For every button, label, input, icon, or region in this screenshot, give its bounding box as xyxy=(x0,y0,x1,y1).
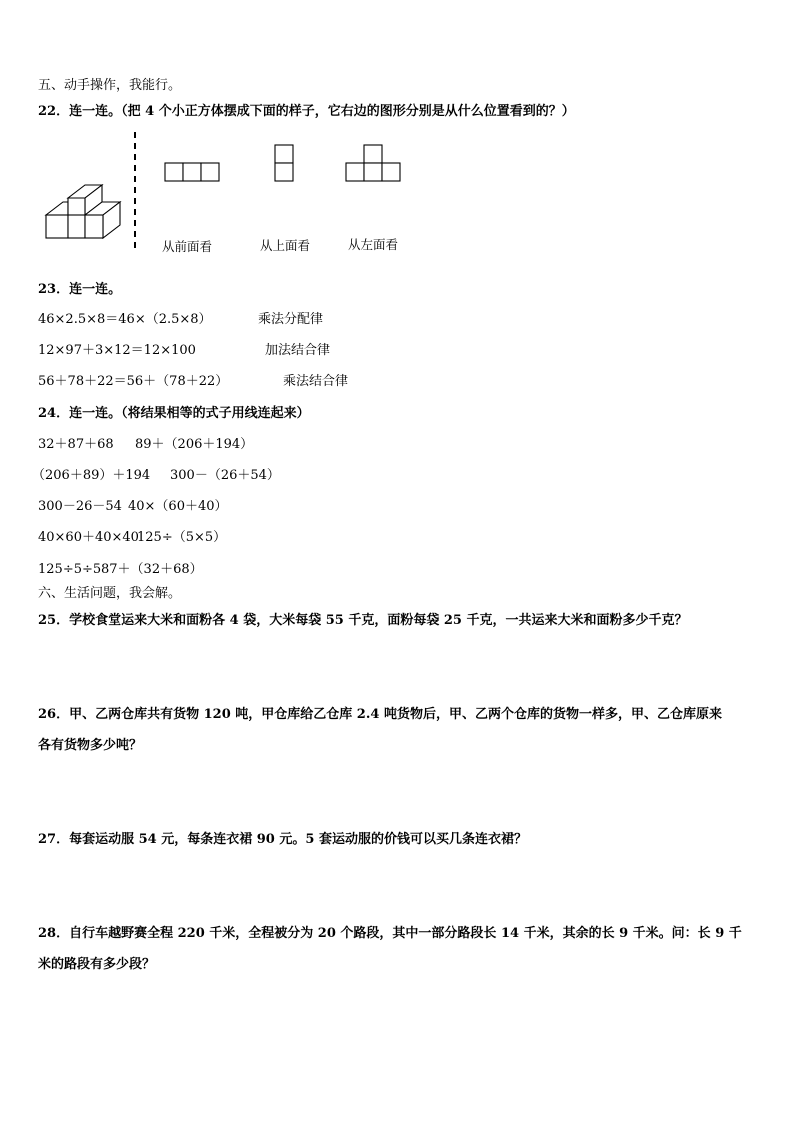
q24-left-expression: 125÷5÷5 xyxy=(38,562,102,577)
question-22-text: 22．连一连。（把 4 个小正方体摆成下面的样子，它右边的图形分别是从什么位置看到的？） xyxy=(38,104,575,119)
view-label-left: 从左面看 xyxy=(348,237,399,252)
cube-stack-drawing xyxy=(46,185,120,238)
q24-right-expression: 89＋（206＋194） xyxy=(135,437,254,452)
question-24-title: 24．连一连。（将结果相等的式子用线连起来） xyxy=(38,406,310,421)
top-view-shape xyxy=(275,145,293,181)
q24-right-expression: 125÷（5×5） xyxy=(137,530,227,545)
q23-expression: 46×2.5×8＝46×（2.5×8） xyxy=(38,312,212,327)
view-label-top: 从上面看 xyxy=(260,238,311,253)
q23-law: 乘法结合律 xyxy=(283,374,349,389)
q23-expression: 56＋78＋22＝56＋（78＋22） xyxy=(38,374,229,389)
view-label-front: 从前面看 xyxy=(162,239,213,254)
front-view-shape xyxy=(165,163,219,181)
q24-left-expression: （206＋89）＋194 xyxy=(32,468,151,483)
q24-left-expression: 40×60＋40×40 xyxy=(38,530,139,545)
question-23-title: 23．连一连。 xyxy=(38,282,122,297)
q24-right-expression: 300－（26＋54） xyxy=(170,468,280,483)
q23-law: 乘法分配律 xyxy=(258,312,324,327)
q23-law: 加法结合律 xyxy=(265,343,331,358)
question-27-text: 27．每套运动服 54 元，每条连衣裙 90 元。5 套运动服的价钱可以买几条连衣裙？ xyxy=(38,832,527,847)
q24-right-expression: 40×（60＋40） xyxy=(128,499,228,514)
left-view-shape xyxy=(346,145,400,181)
question-28-line-2: 米的路段有多少段？ xyxy=(38,957,156,972)
section-5-heading: 五、动手操作，我能行。 xyxy=(38,78,182,93)
q24-right-expression: 87＋（32＋68） xyxy=(101,562,203,577)
question-25-text: 25．学校食堂运来大米和面粉各 4 袋，大米每袋 55 千克，面粉每袋 25 千克，一共运来大米和面粉多少千克？ xyxy=(38,613,688,628)
q24-left-expression: 300－26－54 xyxy=(38,499,122,514)
question-26-line-1: 26．甲、乙两仓库共有货物 120 吨，甲仓库给乙仓库 2.4 吨货物后，甲、乙两个仓库的货物一样多，甲、乙仓库原来 xyxy=(38,707,722,722)
q23-expression: 12×97＋3×12＝12×100 xyxy=(38,343,196,358)
section-6-heading: 六、生活问题，我会解。 xyxy=(38,586,182,601)
q24-left-expression: 32＋87＋68 xyxy=(38,437,114,452)
question-28-line-1: 28．自行车越野赛全程 220 千米，全程被分为 20 个路段，其中一部分路段长 14 千米，其余的长 9 千米。问：长 9 千 xyxy=(38,926,742,941)
question-26-line-2: 各有货物多少吨？ xyxy=(38,738,143,753)
